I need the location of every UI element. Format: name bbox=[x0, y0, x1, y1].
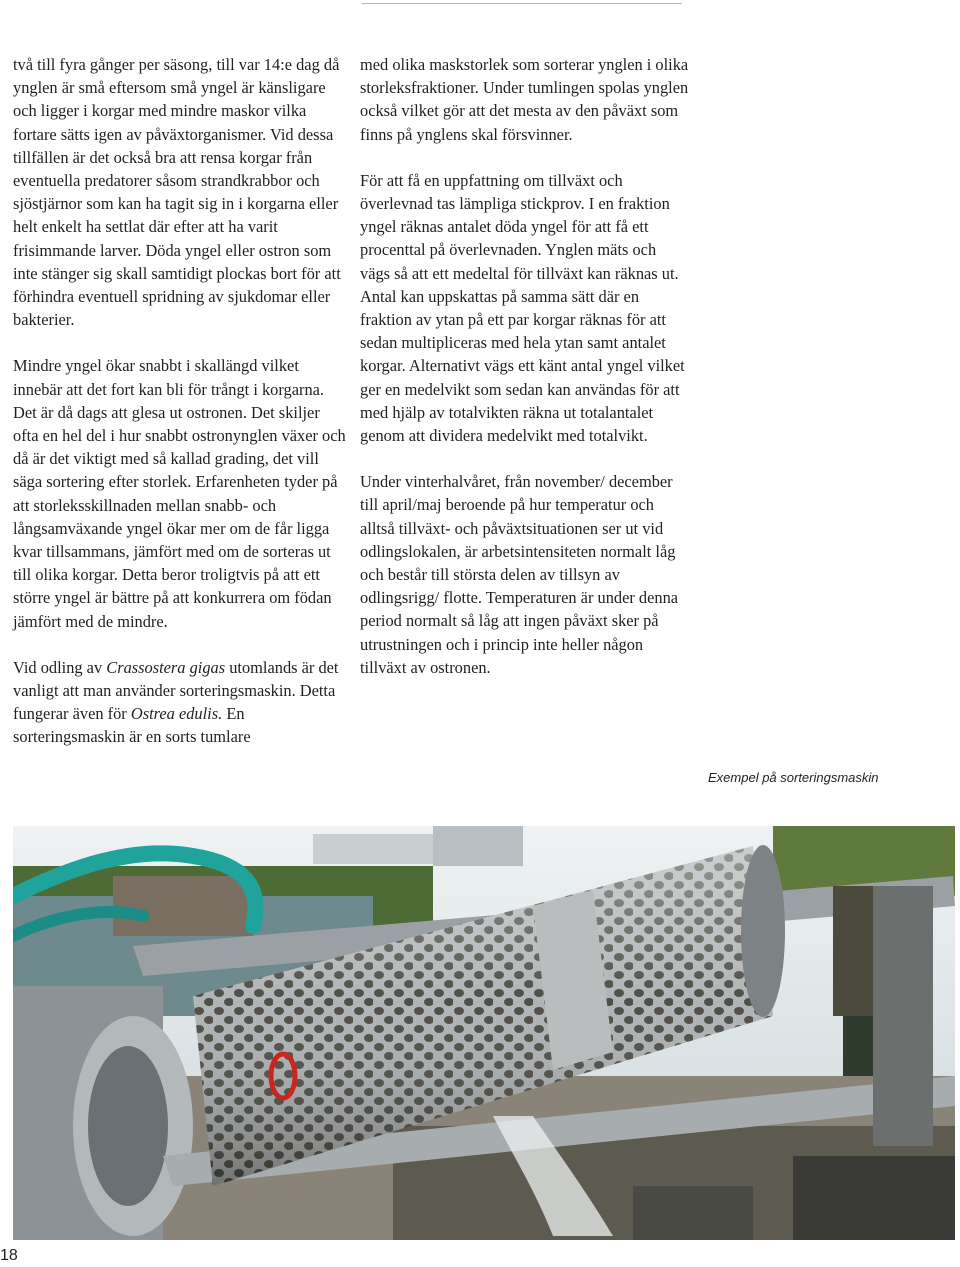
species-name: Crassostera gigas bbox=[106, 657, 226, 677]
text-run: utomlands är det vanligt att man använder sorteringsmaskin. Detta fungerar även för bbox=[13, 657, 339, 724]
page-number: 18 bbox=[0, 1247, 18, 1264]
species-name: Ostrea edulis. bbox=[130, 704, 223, 724]
right-column bbox=[360, 53, 690, 702]
sorting-machine-photo bbox=[13, 826, 955, 1240]
left-paragraph-1: två till fyra gånger per säsong, till var 14:e dag då ynglen är små eftersom små yngel är känsligare och ligger i korgar med mindre maskor vilka fortare sätts igen av påväxtorganismer. Vid dessa tillfällen är det också bra att rensa korgar från eventuella predatorer såsom strandkrabbor och sjöstjärnor som kan ha tagit sig in i korgarna eller helt enkelt ha settlat där efter att ha varit frisimmande larver. Döda yngel eller ostron som inte stänger sig skall samtidigt plockas bort för att förhindra eventuell spridning av sjukdomar eller bakterier. bbox=[13, 55, 341, 330]
right-paragraph-2: För att få en uppfattning om tillväxt och överlevnad tas lämpliga stickprov. I en fraktion yngel räknas antalet döda yngel för att få ett procenttal på överlevnaden. Ynglen mäts och vägs så att ett medeltal för tillväxt kan räknas ut. Antal kan uppskattas på samma sätt där en fraktion av ytan på ett par korgar räknas för att sedan multipliceras med hela ytan samt antalet korgar. Alternativt vägs ett känt antal yngel vilket ger en medelvikt som sedan kan användas för att med hjälp av totalvikten räkna ut totalantalet genom att dividera medelvikt med totalvikt. bbox=[360, 170, 685, 446]
left-paragraph-2: Mindre yngel ökar snabbt i skallängd vilket innebär att det fort kan bli för trångt i korgarna. Det är då dags att glesa ut ostronen. Det skiljer ofta en hel del i hur snabbt ostronynglen växer och då är det viktigt med så kallad grading, det vill säga sortering efter storlek. Erfarenheten tyder på att storleksskillnaden mellan snabb- och långsamväxande yngel ökar mer om de får ligga kvar tillsammans, jämfört med om de sorteras ut till olika korgar. Detta beror troligtvis på att ett större yngel är bättre på att konkurrera om födan jämfört med de mindre. bbox=[13, 356, 346, 631]
figure-caption: Exempel på sorteringsmaskin bbox=[708, 770, 879, 785]
text-run: Vid odling av bbox=[13, 657, 107, 677]
top-rule bbox=[362, 3, 682, 4]
right-paragraph-3: Under vinterhalvåret, från november/ december till april/maj beroende på hur temperatur och alltså tillväxt- och påväxtsituationen ser ut vid odlingslokalen, är arbetsintensiteten normalt låg och består till största delen av tillsyn av odlingsrigg/ flotte. Temperaturen är under denna period normalt så låg att ingen påväxt sker på utrustningen och i princip inte heller någon tillväxt av ostronen. bbox=[360, 472, 679, 677]
left-column bbox=[13, 53, 347, 772]
right-paragraph-1: med olika maskstorlek som sorterar ynglen i olika storleksfraktioner. Under tumlingen spolas ynglen också vilket gör att det mesta av den påväxt som finns på ynglens skal försvinner. bbox=[360, 55, 689, 144]
text-run: En sorteringsmaskin är en sorts tumlare bbox=[13, 704, 251, 747]
left-paragraph-3 bbox=[13, 656, 347, 749]
